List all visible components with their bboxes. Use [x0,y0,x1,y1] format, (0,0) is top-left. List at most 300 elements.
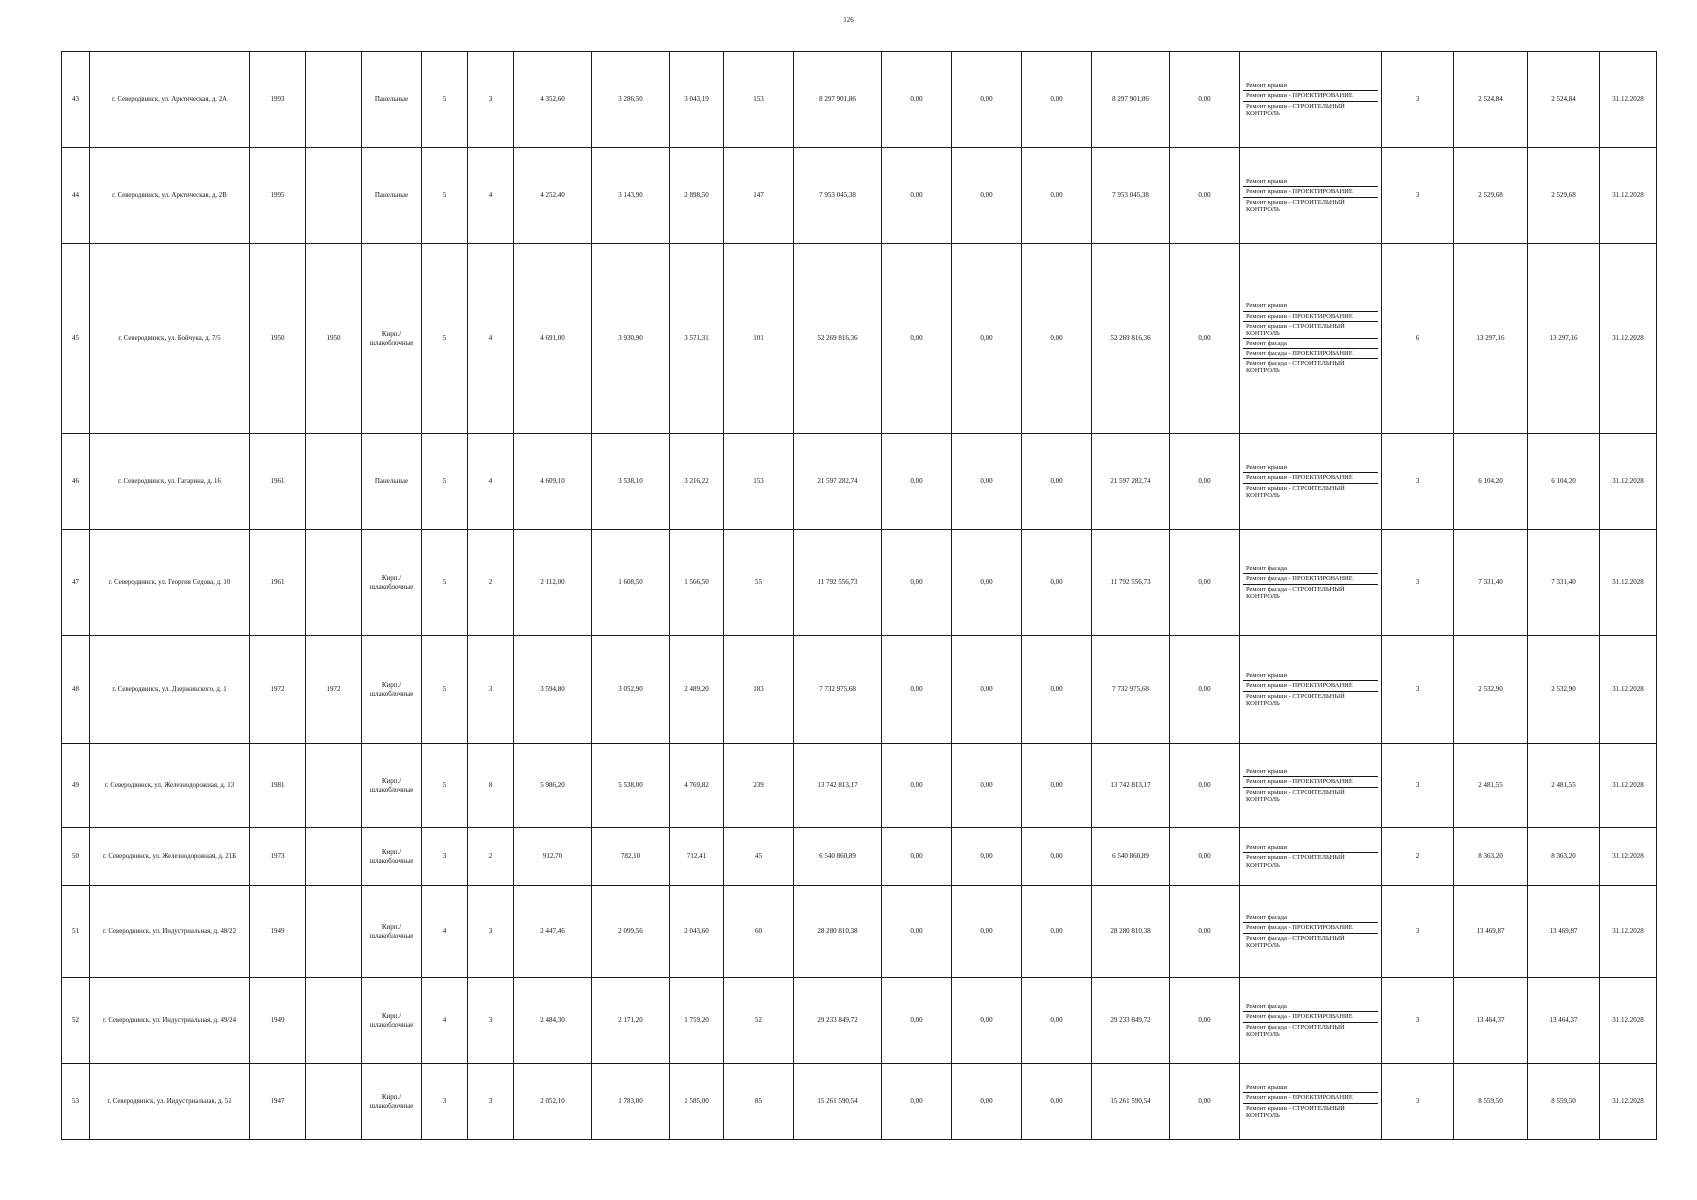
work-item: Ремонт крыши - СТРОИТЕЛЬНЫЙ КОНТРОЛЬ [1243,197,1378,214]
deadline-cell: 31.12.2028 [1600,828,1657,886]
fund-owners-cell: 8 297 901,86 [1092,52,1170,148]
works-count-cell: 3 [1382,744,1454,828]
fund-local-cell: 0,00 [1022,636,1092,744]
entrances-count-cell: 3 [468,978,514,1064]
fund-other-cell: 0,00 [1170,1064,1240,1140]
year-reconstruction-cell [306,886,362,978]
unit-cost-max-cell: 13 297,16 [1528,244,1600,434]
fund-local-cell: 0,00 [1022,244,1092,434]
fund-federal-cell: 0,00 [882,828,952,886]
unit-cost-cell: 2 532,90 [1454,636,1528,744]
unit-cost-max-cell: 8 363,20 [1528,828,1600,886]
work-items [1243,177,1378,214]
fund-regional-cell: 0,00 [952,828,1022,886]
year-reconstruction-cell [306,434,362,530]
works-count-cell: 3 [1382,636,1454,744]
residential-area-cell: 712,41 [670,828,724,886]
year-built-cell: 1972 [250,636,306,744]
entrances-count-cell: 2 [468,530,514,636]
address-cell: г. Северодвинск, ул. Индустриальная, д. 48/22 [90,886,250,978]
unit-cost-max-cell: 2 524,84 [1528,52,1600,148]
fund-owners-cell: 7 732 975,68 [1092,636,1170,744]
unit-cost-cell: 7 331,40 [1454,530,1528,636]
deadline-cell: 31.12.2028 [1600,52,1657,148]
living-area-cell: 5 538,00 [592,744,670,828]
cost-total-cell: 15 261 590,54 [794,1064,882,1140]
total-area-cell: 4 252,40 [514,148,592,244]
wall-material-cell: Панельные [362,148,422,244]
fund-local-cell: 0,00 [1022,148,1092,244]
work-items [1243,1002,1378,1039]
deadline-cell: 31.12.2028 [1600,1064,1657,1140]
year-built-cell: 1961 [250,434,306,530]
deadline-cell: 31.12.2028 [1600,148,1657,244]
fund-local-cell: 0,00 [1022,828,1092,886]
fund-regional-cell: 0,00 [952,744,1022,828]
fund-federal-cell: 0,00 [882,434,952,530]
unit-cost-max-cell: 7 331,40 [1528,530,1600,636]
work-item: Ремонт крыши - СТРОИТЕЛЬНЫЙ КОНТРОЛЬ [1243,483,1378,500]
residential-area-cell: 4 769,82 [670,744,724,828]
works-count-cell: 3 [1382,1064,1454,1140]
works-list-cell [1240,886,1382,978]
work-item: Ремонт крыши - ПРОЕКТИРОВАНИЕ [1243,680,1378,690]
residents-count-cell: 153 [724,434,794,530]
year-reconstruction-cell [306,148,362,244]
total-area-cell: 5 986,20 [514,744,592,828]
row-number-cell: 44 [62,148,90,244]
year-built-cell: 1950 [250,244,306,434]
fund-federal-cell: 0,00 [882,744,952,828]
table-row [62,148,1657,244]
address-cell: г. Северодвинск, ул. Индустриальная, д. 51 [90,1064,250,1140]
address-cell: г. Северодвинск, ул. Индустриальная, д. 49/24 [90,978,250,1064]
address-cell: г. Северодвинск, ул. Бойчука, д. 7/5 [90,244,250,434]
entrances-count-cell: 2 [468,828,514,886]
residents-count-cell: 183 [724,636,794,744]
deadline-cell: 31.12.2028 [1600,886,1657,978]
entrances-count-cell: 3 [468,1064,514,1140]
works-count-cell: 3 [1382,434,1454,530]
works-count-cell: 3 [1382,978,1454,1064]
work-items [1243,1083,1378,1120]
fund-other-cell: 0,00 [1170,636,1240,744]
fund-local-cell: 0,00 [1022,530,1092,636]
work-item: Ремонт крыши [1246,178,1287,186]
row-number-cell: 43 [62,52,90,148]
year-built-cell: 1973 [250,828,306,886]
living-area-cell: 3 538,10 [592,434,670,530]
works-list-cell [1240,434,1382,530]
wall-material-cell: Кирп./шлакоблочные [362,1064,422,1140]
fund-regional-cell: 0,00 [952,52,1022,148]
works-list-cell [1240,744,1382,828]
residential-area-cell: 2 898,50 [670,148,724,244]
residents-count-cell: 239 [724,744,794,828]
work-item: Ремонт фасада - СТРОИТЕЛЬНЫЙ КОНТРОЛЬ [1243,1022,1378,1039]
cost-total-cell: 11 792 556,73 [794,530,882,636]
work-items [1243,463,1378,500]
fund-regional-cell: 0,00 [952,530,1022,636]
year-built-cell: 1947 [250,1064,306,1140]
work-item: Ремонт фасада - СТРОИТЕЛЬНЫЙ КОНТРОЛЬ [1243,358,1378,375]
floors-count-cell: 4 [422,978,468,1064]
cost-total-cell: 52 269 816,36 [794,244,882,434]
year-reconstruction-cell [306,530,362,636]
fund-regional-cell: 0,00 [952,148,1022,244]
fund-other-cell: 0,00 [1170,744,1240,828]
floors-count-cell: 5 [422,636,468,744]
work-item: Ремонт крыши [1246,82,1287,90]
fund-owners-cell: 6 540 860,89 [1092,828,1170,886]
table-row [62,244,1657,434]
address-cell: г. Северодвинск, ул. Георгия Седова, д. 10 [90,530,250,636]
deadline-cell: 31.12.2028 [1600,978,1657,1064]
floors-count-cell: 4 [422,886,468,978]
fund-regional-cell: 0,00 [952,1064,1022,1140]
fund-local-cell: 0,00 [1022,978,1092,1064]
residential-area-cell: 2 043,60 [670,886,724,978]
row-number-cell: 52 [62,978,90,1064]
table-row [62,52,1657,148]
work-item: Ремонт крыши - ПРОЕКТИРОВАНИЕ [1243,311,1378,321]
fund-other-cell: 0,00 [1170,148,1240,244]
unit-cost-cell: 6 104,20 [1454,434,1528,530]
cost-total-cell: 21 597 282,74 [794,434,882,530]
wall-material-cell: Кирп./шлакоблочные [362,244,422,434]
fund-local-cell: 0,00 [1022,886,1092,978]
total-area-cell: 912,70 [514,828,592,886]
unit-cost-cell: 13 469,87 [1454,886,1528,978]
fund-owners-cell: 52 269 816,36 [1092,244,1170,434]
table-row [62,530,1657,636]
residential-area-cell: 1 566,50 [670,530,724,636]
residential-area-cell: 3 043,19 [670,52,724,148]
total-area-cell: 4 609,10 [514,434,592,530]
living-area-cell: 1 608,50 [592,530,670,636]
work-item: Ремонт крыши - СТРОИТЕЛЬНЫЙ КОНТРОЛЬ [1243,321,1378,338]
fund-federal-cell: 0,00 [882,1064,952,1140]
fund-owners-cell: 28 280 810,38 [1092,886,1170,978]
capital-repair-table [61,51,1657,1140]
works-count-cell: 3 [1382,52,1454,148]
work-item: Ремонт крыши [1246,844,1287,852]
work-item: Ремонт крыши [1246,672,1287,680]
fund-local-cell: 0,00 [1022,52,1092,148]
work-item: Ремонт крыши [1246,464,1287,472]
work-items [1243,767,1378,804]
year-built-cell: 1993 [250,52,306,148]
total-area-cell: 2 484,30 [514,978,592,1064]
deadline-cell: 31.12.2028 [1600,244,1657,434]
cost-total-cell: 7 732 975,68 [794,636,882,744]
floors-count-cell: 5 [422,52,468,148]
work-item: Ремонт фасада - СТРОИТЕЛЬНЫЙ КОНТРОЛЬ [1243,584,1378,601]
entrances-count-cell: 4 [468,148,514,244]
table-row [62,434,1657,530]
work-item: Ремонт фасада - ПРОЕКТИРОВАНИЕ [1243,922,1378,932]
residential-area-cell: 3 571,31 [670,244,724,434]
fund-other-cell: 0,00 [1170,828,1240,886]
row-number-cell: 50 [62,828,90,886]
total-area-cell: 4 691,00 [514,244,592,434]
works-list-cell [1240,530,1382,636]
wall-material-cell: Кирп./шлакоблочные [362,636,422,744]
work-item: Ремонт фасада - СТРОИТЕЛЬНЫЙ КОНТРОЛЬ [1243,933,1378,950]
living-area-cell: 3 052,90 [592,636,670,744]
row-number-cell: 45 [62,244,90,434]
table-body [62,52,1657,1140]
floors-count-cell: 5 [422,244,468,434]
year-reconstruction-cell: 1950 [306,244,362,434]
fund-regional-cell: 0,00 [952,244,1022,434]
works-list-cell [1240,52,1382,148]
floors-count-cell: 3 [422,828,468,886]
unit-cost-max-cell: 6 104,20 [1528,434,1600,530]
residents-count-cell: 60 [724,886,794,978]
residents-count-cell: 153 [724,52,794,148]
works-count-cell: 6 [1382,244,1454,434]
deadline-cell: 31.12.2028 [1600,636,1657,744]
work-items [1243,913,1378,950]
living-area-cell: 3 930,90 [592,244,670,434]
row-number-cell: 53 [62,1064,90,1140]
unit-cost-max-cell: 13 469,87 [1528,886,1600,978]
fund-federal-cell: 0,00 [882,636,952,744]
table-row [62,978,1657,1064]
table-row [62,828,1657,886]
fund-other-cell: 0,00 [1170,978,1240,1064]
living-area-cell: 2 099,56 [592,886,670,978]
living-area-cell: 1 783,00 [592,1064,670,1140]
fund-local-cell: 0,00 [1022,434,1092,530]
works-list-cell [1240,828,1382,886]
cost-total-cell: 28 280 810,38 [794,886,882,978]
works-list-cell [1240,636,1382,744]
floors-count-cell: 5 [422,744,468,828]
work-items [1243,301,1378,375]
work-items [1243,843,1378,869]
work-item: Ремонт фасада - ПРОЕКТИРОВАНИЕ [1243,1011,1378,1021]
fund-owners-cell: 7 953 045,38 [1092,148,1170,244]
table-row [62,886,1657,978]
work-item: Ремонт крыши [1246,302,1287,310]
work-item: Ремонт крыши - СТРОИТЕЛЬНЫЙ КОНТРОЛЬ [1243,787,1378,804]
unit-cost-cell: 13 464,37 [1454,978,1528,1064]
wall-material-cell: Кирп./шлакоблочные [362,886,422,978]
fund-federal-cell: 0,00 [882,52,952,148]
address-cell: г. Северодвинск, ул. Арктическая, д. 2В [90,148,250,244]
fund-other-cell: 0,00 [1170,434,1240,530]
works-count-cell: 3 [1382,148,1454,244]
fund-owners-cell: 15 261 590,54 [1092,1064,1170,1140]
deadline-cell: 31.12.2028 [1600,434,1657,530]
floors-count-cell: 5 [422,530,468,636]
address-cell: г. Северодвинск, ул. Дзержинского, д. 1 [90,636,250,744]
total-area-cell: 4 352,60 [514,52,592,148]
entrances-count-cell: 8 [468,744,514,828]
year-reconstruction-cell [306,978,362,1064]
year-reconstruction-cell [306,828,362,886]
unit-cost-cell: 2 481,55 [1454,744,1528,828]
unit-cost-max-cell: 8 559,50 [1528,1064,1600,1140]
fund-owners-cell: 13 742 813,17 [1092,744,1170,828]
fund-regional-cell: 0,00 [952,434,1022,530]
work-item: Ремонт крыши - СТРОИТЕЛЬНЫЙ КОНТРОЛЬ [1243,852,1378,869]
fund-regional-cell: 0,00 [952,978,1022,1064]
wall-material-cell: Кирп./шлакоблочные [362,530,422,636]
year-reconstruction-cell [306,744,362,828]
work-items [1243,564,1378,601]
fund-other-cell: 0,00 [1170,886,1240,978]
year-built-cell: 1961 [250,530,306,636]
residential-area-cell: 1 585,00 [670,1064,724,1140]
living-area-cell: 782,10 [592,828,670,886]
works-list-cell [1240,978,1382,1064]
fund-federal-cell: 0,00 [882,530,952,636]
address-cell: г. Северодвинск, ул. Гагарина, д. 16 [90,434,250,530]
unit-cost-cell: 8 559,50 [1454,1064,1528,1140]
works-list-cell [1240,148,1382,244]
fund-local-cell: 0,00 [1022,744,1092,828]
works-count-cell: 3 [1382,530,1454,636]
fund-federal-cell: 0,00 [882,244,952,434]
work-item: Ремонт фасада [1243,338,1378,348]
entrances-count-cell: 4 [468,244,514,434]
address-cell: г. Северодвинск, ул. Железнодорожная, д. 13 [90,744,250,828]
fund-owners-cell: 21 597 282,74 [1092,434,1170,530]
year-built-cell: 1995 [250,148,306,244]
work-item: Ремонт фасада [1246,1003,1287,1011]
page-number: 126 [843,16,854,24]
work-item: Ремонт крыши - ПРОЕКТИРОВАНИЕ [1243,90,1378,100]
work-item: Ремонт крыши - ПРОЕКТИРОВАНИЕ [1243,1092,1378,1102]
table-row [62,744,1657,828]
living-area-cell: 2 171,20 [592,978,670,1064]
deadline-cell: 31.12.2028 [1600,744,1657,828]
work-item: Ремонт крыши - ПРОЕКТИРОВАНИЕ [1243,472,1378,482]
floors-count-cell: 5 [422,434,468,530]
work-item: Ремонт крыши - СТРОИТЕЛЬНЫЙ КОНТРОЛЬ [1243,691,1378,708]
row-number-cell: 47 [62,530,90,636]
floors-count-cell: 5 [422,148,468,244]
unit-cost-max-cell: 2 481,55 [1528,744,1600,828]
living-area-cell: 3 286,50 [592,52,670,148]
fund-regional-cell: 0,00 [952,886,1022,978]
work-item: Ремонт фасада - ПРОЕКТИРОВАНИЕ [1243,348,1378,358]
work-item: Ремонт фасада - ПРОЕКТИРОВАНИЕ [1243,573,1378,583]
row-number-cell: 46 [62,434,90,530]
fund-federal-cell: 0,00 [882,148,952,244]
residents-count-cell: 101 [724,244,794,434]
residents-count-cell: 55 [724,530,794,636]
unit-cost-cell: 2 529,68 [1454,148,1528,244]
entrances-count-cell: 3 [468,886,514,978]
fund-regional-cell: 0,00 [952,636,1022,744]
unit-cost-cell: 8 363,20 [1454,828,1528,886]
wall-material-cell: Кирп./шлакоблочные [362,828,422,886]
year-reconstruction-cell [306,52,362,148]
table-row [62,636,1657,744]
unit-cost-cell: 2 524,84 [1454,52,1528,148]
floors-count-cell: 3 [422,1064,468,1140]
wall-material-cell: Панельные [362,434,422,530]
cost-total-cell: 13 742 813,17 [794,744,882,828]
cost-total-cell: 6 540 860,89 [794,828,882,886]
residential-area-cell: 1 759,20 [670,978,724,1064]
fund-other-cell: 0,00 [1170,530,1240,636]
work-item: Ремонт крыши [1246,768,1287,776]
row-number-cell: 48 [62,636,90,744]
unit-cost-max-cell: 2 532,90 [1528,636,1600,744]
deadline-cell: 31.12.2028 [1600,530,1657,636]
unit-cost-cell: 13 297,16 [1454,244,1528,434]
unit-cost-max-cell: 13 464,37 [1528,978,1600,1064]
work-item: Ремонт фасада [1246,565,1287,573]
fund-owners-cell: 11 792 556,73 [1092,530,1170,636]
work-items [1243,81,1378,118]
total-area-cell: 3 594,80 [514,636,592,744]
year-reconstruction-cell [306,1064,362,1140]
entrances-count-cell: 3 [468,636,514,744]
residential-area-cell: 2 489,20 [670,636,724,744]
works-count-cell: 3 [1382,886,1454,978]
year-built-cell: 1981 [250,744,306,828]
living-area-cell: 3 143,90 [592,148,670,244]
work-item: Ремонт крыши - ПРОЕКТИРОВАНИЕ [1243,776,1378,786]
works-list-cell [1240,244,1382,434]
total-area-cell: 2 052,10 [514,1064,592,1140]
residents-count-cell: 45 [724,828,794,886]
work-item: Ремонт крыши - СТРОИТЕЛЬНЫЙ КОНТРОЛЬ [1243,101,1378,118]
year-built-cell: 1949 [250,886,306,978]
fund-federal-cell: 0,00 [882,978,952,1064]
wall-material-cell: Кирп./шлакоблочные [362,978,422,1064]
row-number-cell: 49 [62,744,90,828]
address-cell: г. Северодвинск, ул. Арктическая, д. 2А [90,52,250,148]
work-item: Ремонт крыши [1246,1084,1287,1092]
entrances-count-cell: 3 [468,52,514,148]
residents-count-cell: 147 [724,148,794,244]
work-item: Ремонт крыши - СТРОИТЕЛЬНЫЙ КОНТРОЛЬ [1243,1103,1378,1120]
fund-other-cell: 0,00 [1170,52,1240,148]
cost-total-cell: 7 953 045,38 [794,148,882,244]
row-number-cell: 51 [62,886,90,978]
works-list-cell [1240,1064,1382,1140]
year-built-cell: 1949 [250,978,306,1064]
residents-count-cell: 85 [724,1064,794,1140]
fund-other-cell: 0,00 [1170,244,1240,434]
wall-material-cell: Панельные [362,52,422,148]
fund-owners-cell: 29 233 849,72 [1092,978,1170,1064]
residential-area-cell: 3 216,22 [670,434,724,530]
year-reconstruction-cell: 1972 [306,636,362,744]
fund-federal-cell: 0,00 [882,886,952,978]
unit-cost-max-cell: 2 529,68 [1528,148,1600,244]
work-item: Ремонт крыши - ПРОЕКТИРОВАНИЕ [1243,186,1378,196]
wall-material-cell: Кирп./шлакоблочные [362,744,422,828]
total-area-cell: 2 447,46 [514,886,592,978]
fund-local-cell: 0,00 [1022,1064,1092,1140]
address-cell: г. Северодвинск, ул. Железнодорожная, д. 21Б [90,828,250,886]
works-count-cell: 2 [1382,828,1454,886]
entrances-count-cell: 4 [468,434,514,530]
residents-count-cell: 52 [724,978,794,1064]
work-items [1243,671,1378,708]
cost-total-cell: 29 233 849,72 [794,978,882,1064]
total-area-cell: 2 112,00 [514,530,592,636]
cost-total-cell: 8 297 901,86 [794,52,882,148]
